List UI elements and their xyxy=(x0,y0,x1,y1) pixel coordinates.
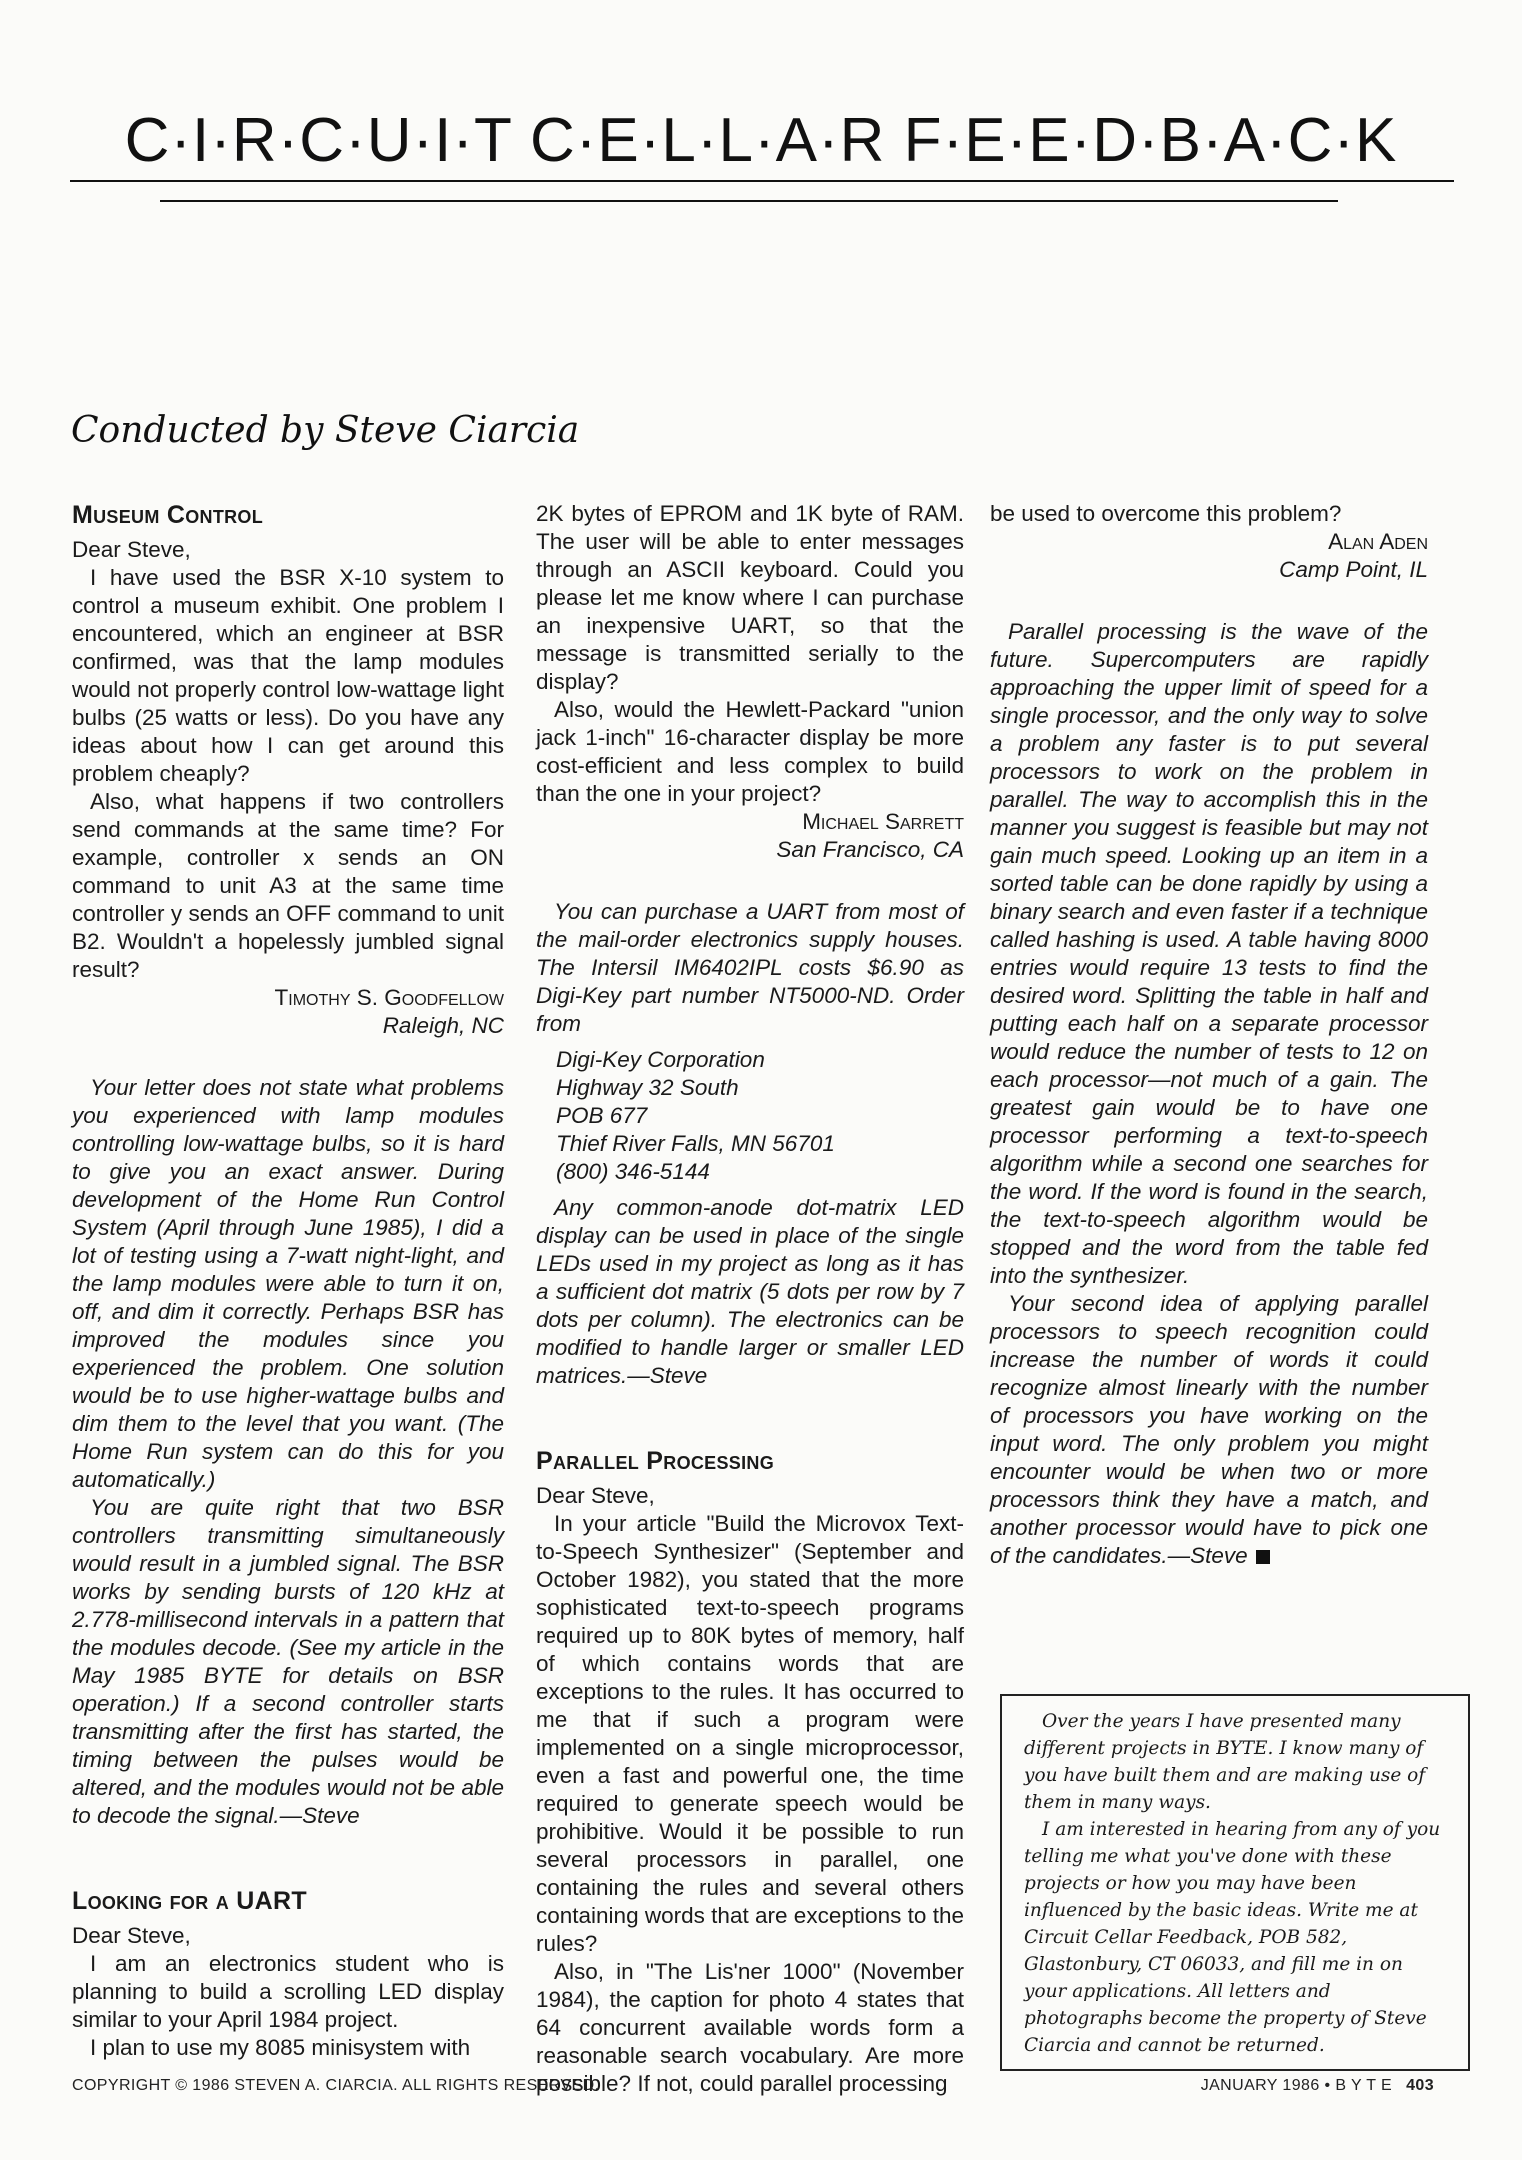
letter-paragraph: Also, would the Hewlett-Packard "union jack 1-inch" 16-character display be more cost-efficient and less complex to build than the one in your project? xyxy=(536,697,964,806)
letter-greeting: Dear Steve, xyxy=(72,537,191,562)
masthead-rule-bottom xyxy=(160,200,1338,202)
letter-greeting: Dear Steve, xyxy=(72,1923,191,1948)
end-mark-icon xyxy=(1256,1550,1270,1564)
column-3 xyxy=(990,500,1428,1570)
column-1 xyxy=(72,500,504,2062)
letter-paragraph: I have used the BSR X-10 system to control a museum exhibit. One problem I encountered, which an engineer at BSR confirmed, was that the lamp modules would not properly control low-wattage light bulbs (25 watts or less). Do you have any ideas about how I can get around this problem cheaply? xyxy=(72,565,504,786)
page-number: 403 xyxy=(1406,2077,1434,2094)
letter-paragraph: 2K bytes of EPROM and 1K byte of RAM. The user will be able to enter messages through an ASCII keyboard. Could you please let me know where I can purchase an inexpensive UART, so that the message is transmitted serially to the display? xyxy=(536,501,964,694)
letter-paragraph: Also, what happens if two controllers send commands at the same time? For example, controller x sends an ON command to unit A3 at the same time controller y sends an OFF command to unit B2. Wouldn't a hopelessly jumbled signal result? xyxy=(72,789,504,982)
address-line: (800) 346-5144 xyxy=(556,1159,710,1184)
reply-paragraph: Your second idea of applying parallel processors to speech recognition could increase the number of words it could recognize almost linearly with the number of processors you have working on the input word. The only problem you might encounter would be when two or more processors think they have a match, and another processor would have to pick one of the candidates.—Steve xyxy=(990,1291,1428,1568)
reply-paragraph: Any common-anode dot-matrix LED display can be used in place of the single LEDs used in my project as long as it has a sufficient dot matrix (5 dots per row by 7 dots per column). The electronics can be modified to handle larger or smaller LED matrices.—Steve xyxy=(536,1195,964,1388)
letter-paragraph: I am an electronics student who is planning to build a scrolling LED display similar to your April 1984 project. xyxy=(72,1951,504,2032)
reply-paragraph: You are quite right that two BSR controllers transmitting simultaneously would result in a jumbled signal. The BSR works by sending bursts of 120 kHz at 2.778-millisecond intervals in a pattern that the modules decode. (See my article in the May 1985 BYTE for details on BSR operation.) If a second controller starts transmitting after the first has started, the timing between the pulses would be altered, and the modules would not be able to decode the signal.—Steve xyxy=(72,1495,504,1828)
letter-signature: Michael Sarrett xyxy=(802,809,964,834)
masthead-rule-top xyxy=(70,180,1454,182)
page-footer xyxy=(1201,2077,1434,2095)
letter-location: Camp Point, IL xyxy=(1279,557,1428,582)
reply-paragraph: Parallel processing is the wave of the future. Supercomputers are rapidly approaching the upper limit of speed for a single processor, and the only way to solve a problem any faster is to put several processors to work on the problem in parallel. The way to accomplish this in the manner you suggest is feasible but may not gain much speed. Looking up an item in a sorted table can be done rapidly by using a binary search and even faster if a technique called hashing is used. A table having 8000 entries would require 13 tests to find the desired word. Splitting the table in half and putting each half on a separate processor would reduce the number of tests to 12 on each processor—not much of a gain. The greatest gain would be to have one processor performing a text-to-speech algorithm while a second one searches for the word. If the word is found in the search, the text-to-speech algorithm would be stopped and the word from the table fed into the synthesizer. xyxy=(990,619,1428,1288)
letter-location: Raleigh, NC xyxy=(382,1013,504,1038)
address-line: POB 677 xyxy=(556,1103,648,1128)
letter-signature: Alan Aden xyxy=(1328,529,1428,554)
letter-heading-parallel: Parallel Processing xyxy=(536,1447,775,1475)
reply-paragraph: Your letter does not state what problems you experienced with lamp modules controlling low-wattage bulbs, so it is hard to give you an exact answer. During development of the Home Run Control System (April through June 1985), I did a lot of testing using a 7-watt night-light, and the lamp modules were able to turn it on, off, and dim it correctly. Perhaps BSR has improved the modules since you experienced the problem. One solution would be to use higher-wattage bulbs and dim them to the level that you want. (The Home Run system can do this for you automatically.) xyxy=(72,1075,504,1492)
address-line: Thief River Falls, MN 56701 xyxy=(556,1131,835,1156)
copyright-notice: COPYRIGHT © 1986 STEVEN A. CIARCIA. ALL RIGHTS RESERVED. xyxy=(72,2077,600,2094)
letter-paragraph: be used to overcome this problem? xyxy=(990,501,1342,526)
letter-greeting: Dear Steve, xyxy=(536,1483,655,1508)
letter-paragraph: In your article "Build the Microvox Text-to-Speech Synthesizer" (September and October 1982), you stated that the more sophisticated text-to-speech programs required up to 80K bytes of memory, half of which contains words that are exceptions to the rules. It has occurred to me that if such a program were implemented on a single microprocessor, even a fast and powerful one, the time required to generate speech would be prohibitive. Would it be possible to run several processors in parallel, one containing the rules and several others containing words that are exceptions to the rules? xyxy=(536,1511,964,1956)
notice-paragraph: I am interested in hearing from any of you telling me what you've done with these projects or how you may have been influenced by the basic ideas. Write me at Circuit Cellar Feedback, POB 582, Glastonbury, CT 06033, and fill me in on your applications. All letters and photographs become the property of Steve Ciarcia and cannot be returned. xyxy=(1024,1819,1441,2056)
letter-heading-museum: Museum Control xyxy=(72,501,264,529)
feedback-notice-box xyxy=(1000,1694,1470,2071)
letter-location: San Francisco, CA xyxy=(776,837,964,862)
letter-paragraph: I plan to use my 8085 minisystem with xyxy=(90,2035,471,2060)
letter-heading-uart: Looking for a UART xyxy=(72,1887,307,1915)
section-masthead: C·I·R·C·U·I·T C·E·L·L·A·R F·E·E·D·B·A·C·K xyxy=(124,106,1398,175)
byline: Conducted by Steve Ciarcia xyxy=(71,410,580,451)
address-line: Highway 32 South xyxy=(556,1075,739,1100)
address-line: Digi-Key Corporation xyxy=(556,1047,765,1072)
letter-paragraph: Also, in "The Lis'ner 1000" (November 1984), the caption for photo 4 states that 64 concurrent available words form a reasonable search vocabulary. Are more possible? If not, could parallel processing xyxy=(536,1959,964,2096)
letter-signature: Timothy S. Goodfellow xyxy=(274,985,504,1010)
column-2 xyxy=(536,500,964,2098)
mailing-address xyxy=(536,1046,964,1186)
issue-label: JANUARY 1986 • B Y T E xyxy=(1200,2077,1393,2094)
reply-paragraph: You can purchase a UART from most of the mail-order electronics supply houses. The Intersil IM6402IPL costs $6.90 as Digi-Key part number NT5000-ND. Order from xyxy=(536,899,964,1036)
notice-paragraph: Over the years I have presented many different projects in BYTE. I know many of you have built them and are making use of them in many ways. xyxy=(1024,1711,1426,1813)
